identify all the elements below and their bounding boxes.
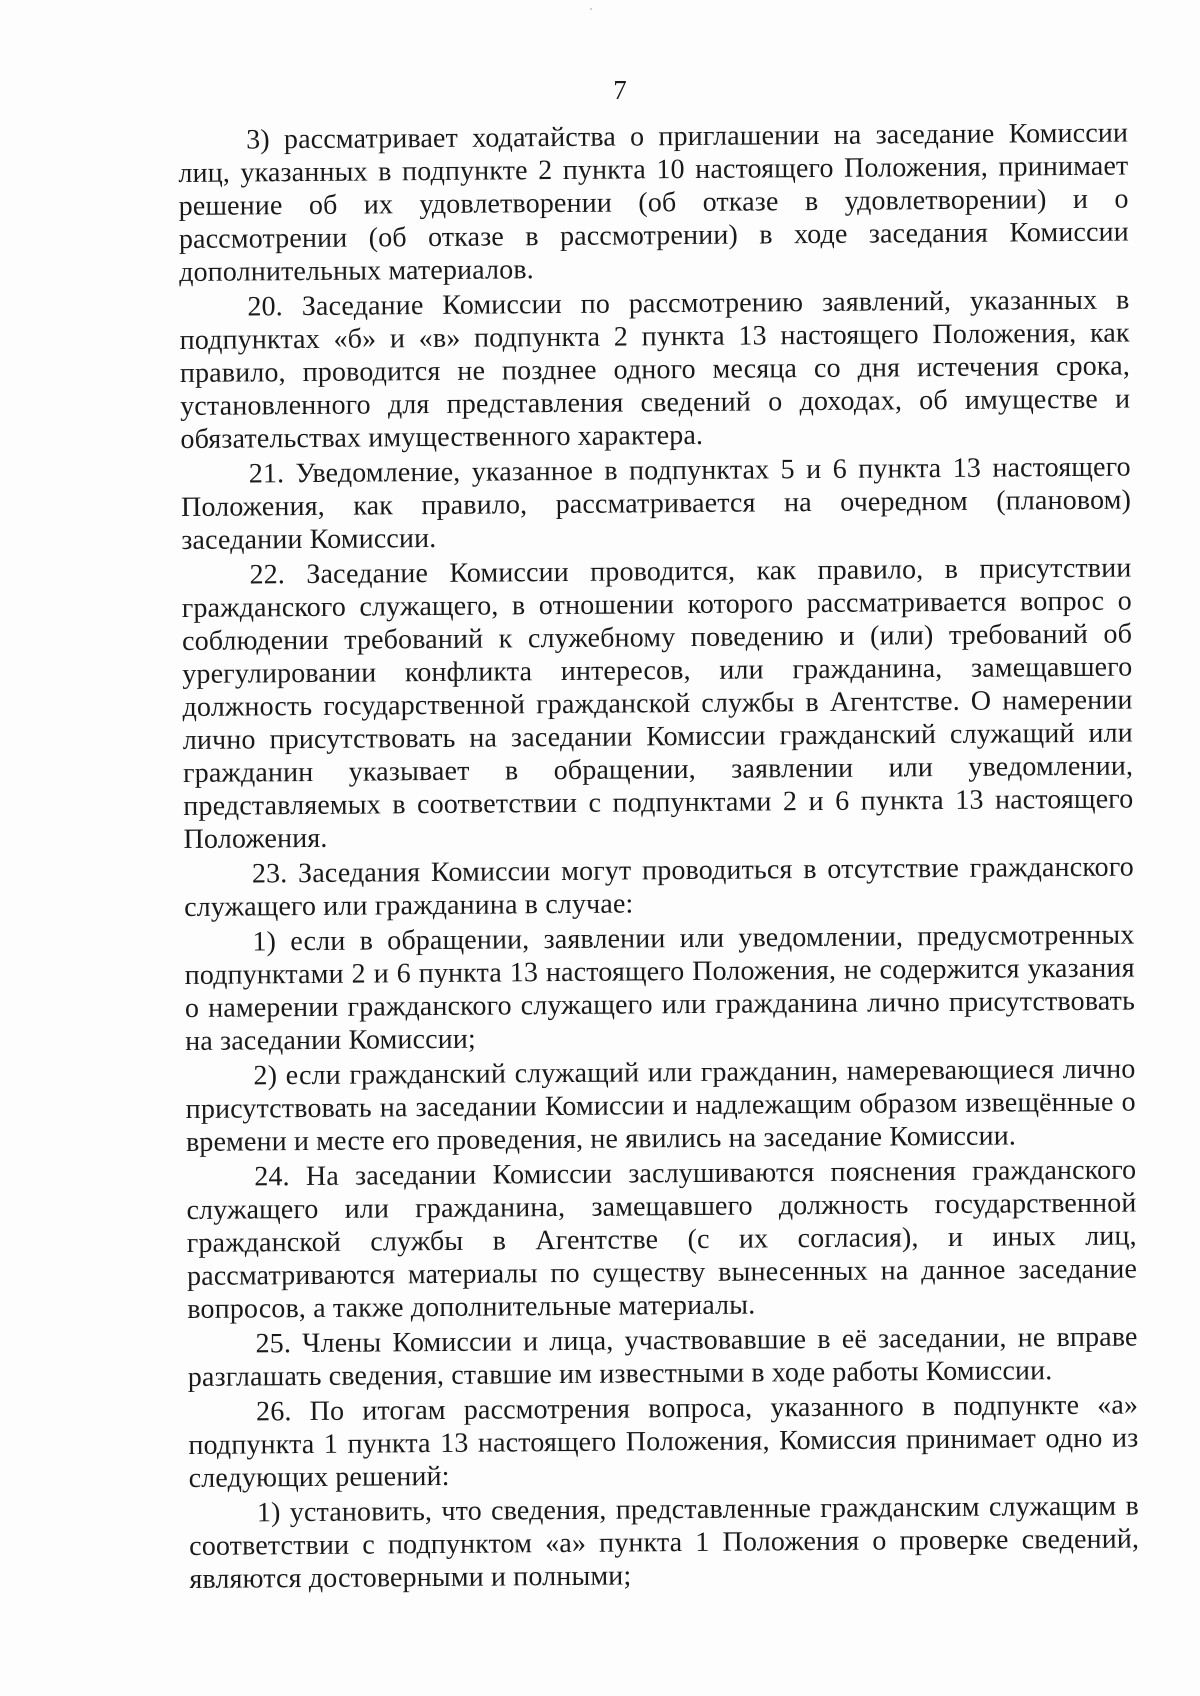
paragraph-24: 24. На заседании Комиссии заслушиваются пояснения гражданского служащего или гражданина, замещавшего должность государственной гражданской службы в Агентстве (с их согласия), и иных лиц, рассматриваются материалы по существу вынесенных на данное заседание вопросов, а также дополнительные материалы. [186, 1154, 1138, 1325]
paragraph-26-item-1: 1) установить, что сведения, представленные гражданским служащим в соответствии с подпунктом «а» пункта 1 Положения о проверке сведений, являются достоверными и полными; [189, 1490, 1140, 1595]
paragraph-20: 20. Заседание Комиссии по рассмотрению заявлений, указанных в подпунктах «б» и «в» подпункта 2 пункта 13 настоящего Положения, как правило, проводится не позднее одного месяца со дня истечения срока, установленного для представления сведений о доходах, об имуществе и обязательствах имущественного характера. [179, 284, 1131, 455]
paragraph-26: 26. По итогам рассмотрения вопроса, указанного в подпункте «а» подпункта 1 пункта 13 настоящего Положения, Комиссия принимает одно из следующих решений: [188, 1389, 1139, 1494]
paragraph-22: 22. Заседание Комиссии проводится, как правило, в присутствии гражданского служащего, в отношении которого рассматривается вопрос о соблюдении требований к служебному поведению и (или) требований об урегулировании конфликта интересов, или гражданина, замещавшего должность государственной гражданской службы в Агентстве. О намерении лично присутствовать на заседании Комиссии гражданский служащий или гражданин указывает в обращении, заявлении или уведомлении, представляемых в соответствии с подпунктами 2 и 6 пункта 13 настоящего Положения. [181, 552, 1134, 855]
paragraph-23-item-2: 2) если гражданский служащий или гражданин, намеревающиеся лично присутствовать на заседании Комиссии и надлежащим образом извещённые о времени и месте его проведения, не явились на заседание Комиссии. [185, 1053, 1136, 1158]
document-body [178, 117, 1140, 1596]
scan-artifact [590, 8, 592, 10]
paragraph-21: 21. Уведомление, указанное в подпунктах 5 и 6 пункта 13 настоящего Положения, как правило, рассматривается на очередном (плановом) заседании Комиссии. [180, 451, 1132, 556]
page-number: 7 [613, 75, 627, 105]
paragraph-23: 23. Заседания Комиссии могут проводиться в отсутствие гражданского служащего или гражданина в случае: [184, 851, 1134, 923]
paragraph-25: 25. Члены Комиссии и лица, участвовавшие в её заседании, не вправе разглашать сведения, ставшие им известными в ходе работы Комиссии. [187, 1321, 1138, 1393]
paragraph-item-3: 3) рассматривает ходатайства о приглашении на заседание Комиссии лиц, указанных в подпункте 2 пункта 10 настоящего Положения, принимает решение об их удовлетворении (об отказе в удовлетворении) и о рассмотрении (об отказе в рассмотрении) в ходе заседания Комиссии дополнительных материалов. [178, 117, 1129, 288]
paragraph-23-item-1: 1) если в обращении, заявлении или уведомлении, предусмотренных подпунктами 2 и 6 пункта 13 настоящего Положения, не содержится указания о намерении гражданского служащего или гражданина лично присутствовать на заседании Комиссии; [184, 919, 1136, 1057]
